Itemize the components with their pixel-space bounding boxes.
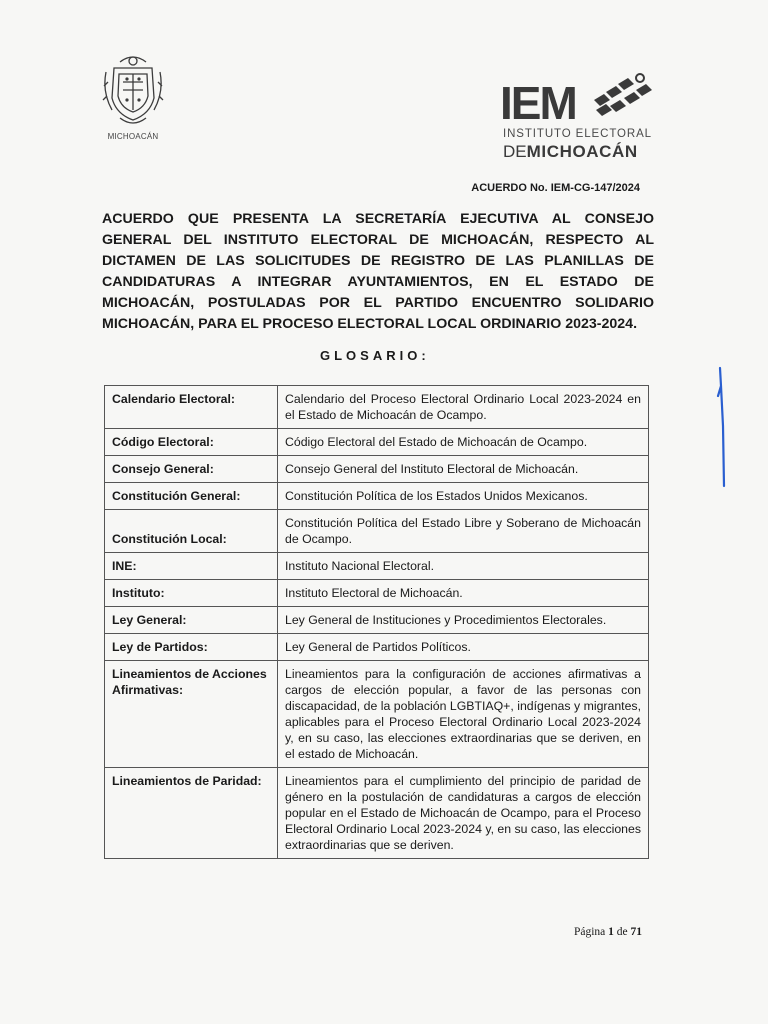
glossary-term: Ley General: bbox=[105, 607, 278, 634]
glossary-row bbox=[105, 429, 649, 456]
document-title: ACUERDO QUE PRESENTA LA SECRETARÍA EJECUTIVA AL CONSEJO GENERAL DEL INSTITUTO ELECTORAL DE MICHOACÁN, RESPECTO AL DICTAMEN DE LAS SOLICITUDES DE REGISTRO DE LAS PLANILLAS DE CANDIDATURAS A INTEGRAR AYUNTAMIENTOS, EN EL ESTADO DE MICHOACÁN, POSTULADAS POR EL PARTIDO ENCUENTRO SOLIDARIO MICHOACÁN, PARA EL PROCESO ELECTORAL LOCAL ORDINARIO 2023-2024. bbox=[102, 211, 654, 332]
glossary-definition: Instituto Electoral de Michoacán. bbox=[278, 580, 649, 607]
logo-line-2-de: DE bbox=[503, 142, 527, 161]
logo-line-2-name: MICHOACÁN bbox=[526, 142, 638, 161]
glossary-row bbox=[105, 634, 649, 661]
acuerdo-number: ACUERDO No. IEM-CG-147/2024 bbox=[471, 182, 640, 194]
logo-line-1: INSTITUTO ELECTORAL bbox=[503, 128, 652, 140]
glossary-term: INE: bbox=[105, 553, 278, 580]
glossary-definition: Instituto Nacional Electoral. bbox=[278, 553, 649, 580]
glossary-term: Lineamientos de Paridad: bbox=[105, 768, 278, 859]
glossary-definition: Lineamientos para la configuración de acciones afirmativas a cargos de elección popular, a favor de las personas con discapacidad, de la población LGBTIAQ+, indígenas y migrantes, aplicables para el Proceso Electoral Ordinario Local 2023-2024 y, en su caso, las elecciones extraordinarias que se deriven, en el estado de Michoacán. bbox=[278, 661, 649, 768]
of-label: de bbox=[616, 926, 628, 938]
page-number: 1 bbox=[608, 926, 614, 938]
glossary-row bbox=[105, 510, 649, 553]
glossary-term: Constitución Local: bbox=[105, 510, 278, 553]
glossary-row bbox=[105, 456, 649, 483]
glosario-heading: GLOSARIO: bbox=[320, 348, 430, 363]
glossary-definition: Calendario del Proceso Electoral Ordinario Local 2023-2024 en el Estado de Michoacán de Ocampo. bbox=[278, 386, 649, 429]
glossary-row bbox=[105, 483, 649, 510]
glossary-definition: Lineamientos para el cumplimiento del principio de paridad de género en la postulación de candidaturas a cargos de elección popular en el Estado de Michoacán de Ocampo, para el Proceso Electoral Ordinario Local 2023-2024 y, en su caso, las elecciones extraordinarias que se deriven. bbox=[278, 768, 649, 859]
glossary-definition: Código Electoral del Estado de Michoacán de Ocampo. bbox=[278, 429, 649, 456]
glossary-row bbox=[105, 553, 649, 580]
coat-of-arms-icon bbox=[100, 52, 166, 134]
glossary-row bbox=[105, 607, 649, 634]
glossary-definition: Consejo General del Instituto Electoral de Michoacán. bbox=[278, 456, 649, 483]
people-figures-icon bbox=[588, 70, 654, 126]
glossary-term: Calendario Electoral: bbox=[105, 386, 278, 429]
page-footer bbox=[574, 926, 642, 938]
glossary-definition: Ley General de Partidos Políticos. bbox=[278, 634, 649, 661]
logo-mark: IEM bbox=[500, 77, 576, 129]
page-total: 71 bbox=[630, 926, 642, 938]
glossary-row bbox=[105, 386, 649, 429]
seal-caption: MICHOACÁN bbox=[107, 132, 159, 141]
glossary-definition: Ley General de Instituciones y Procedimientos Electorales. bbox=[278, 607, 649, 634]
glossary-term: Consejo General: bbox=[105, 456, 278, 483]
iem-logo bbox=[500, 70, 660, 165]
michoacan-seal bbox=[100, 52, 166, 144]
glossary-row bbox=[105, 768, 649, 859]
glossary-term: Constitución General: bbox=[105, 483, 278, 510]
glossary-term: Lineamientos de Acciones Afirmativas: bbox=[105, 661, 278, 768]
logo-line-2 bbox=[503, 142, 659, 162]
pen-mark-icon bbox=[712, 366, 732, 488]
glossary-definition: Constitución Política del Estado Libre y Soberano de Michoacán de Ocampo. bbox=[278, 510, 649, 553]
glossary-row bbox=[105, 580, 649, 607]
glossary-body bbox=[105, 386, 649, 859]
glossary-term: Instituto: bbox=[105, 580, 278, 607]
glossary-term: Ley de Partidos: bbox=[105, 634, 278, 661]
glossary-row bbox=[105, 661, 649, 768]
glossary-definition: Constitución Política de los Estados Unidos Mexicanos. bbox=[278, 483, 649, 510]
glossary-term: Código Electoral: bbox=[105, 429, 278, 456]
page-label: Página bbox=[573, 926, 606, 938]
glossary-table bbox=[104, 385, 649, 859]
